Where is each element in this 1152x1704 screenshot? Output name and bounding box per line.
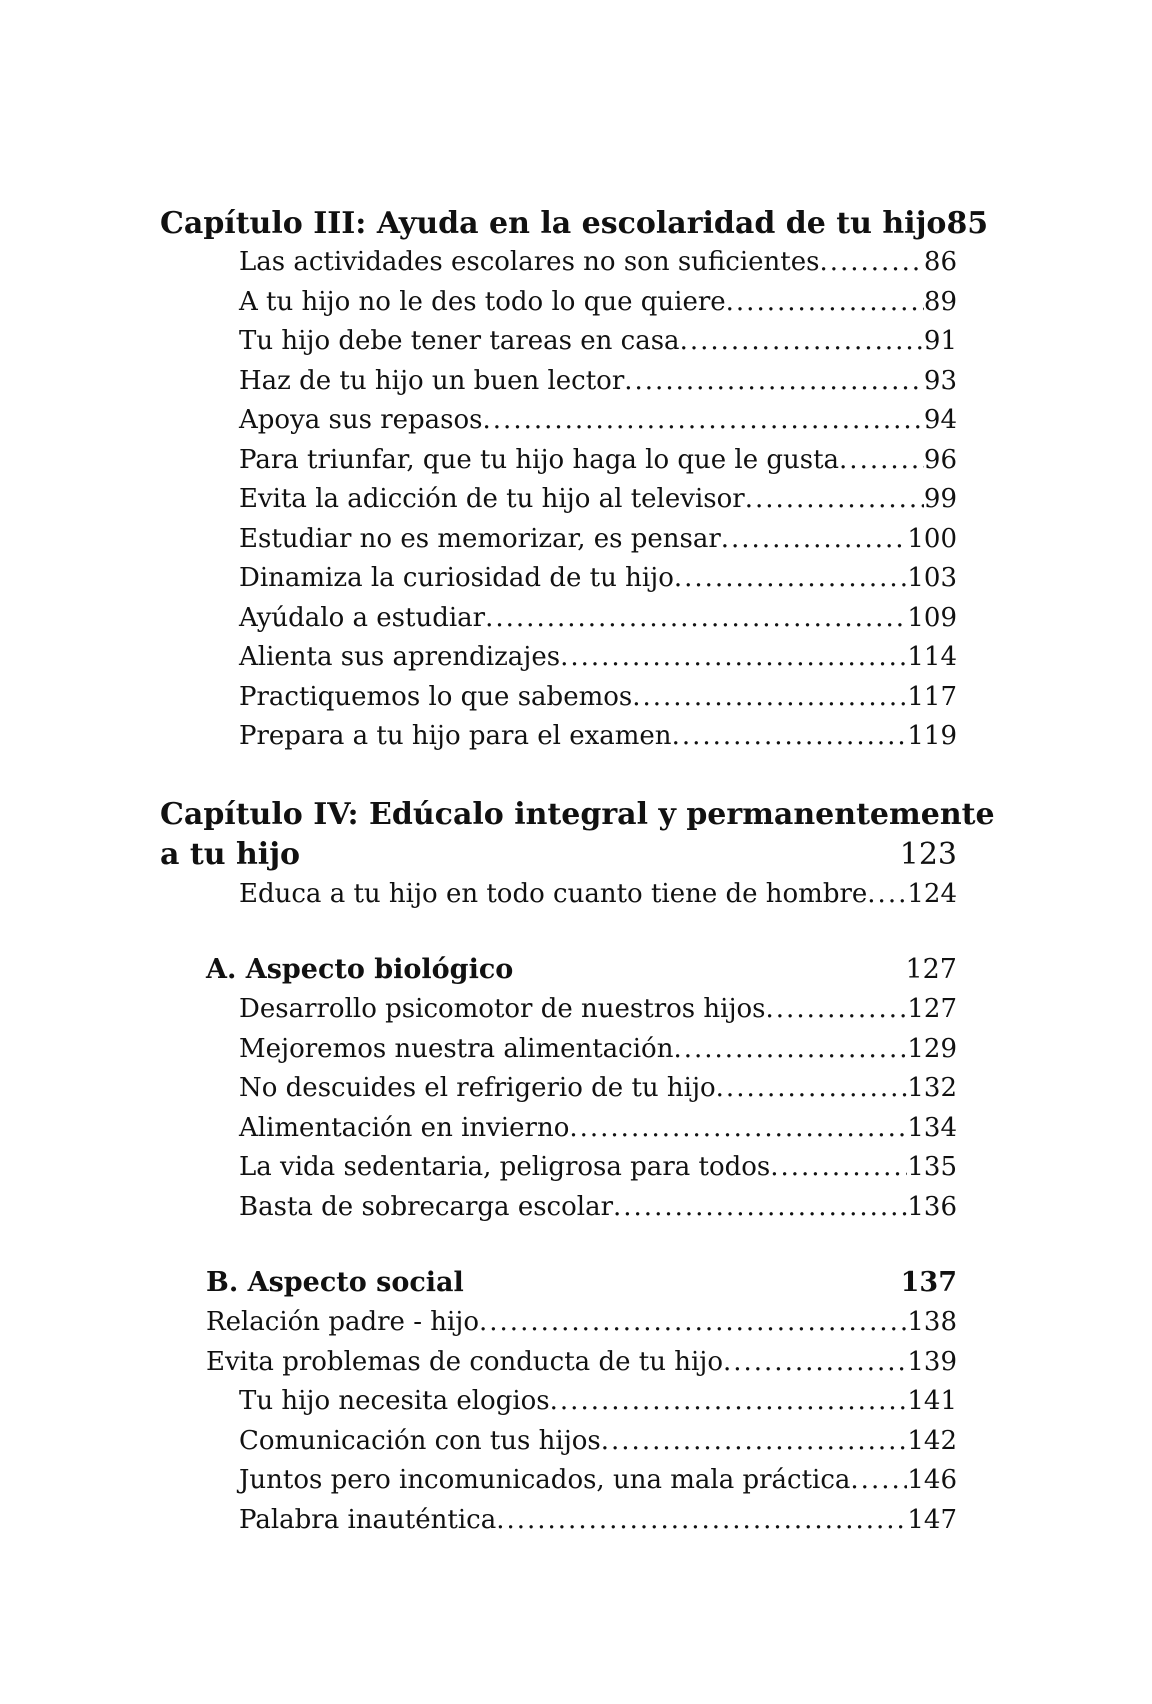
leader-dots (550, 1382, 908, 1422)
leader-dots (496, 1501, 907, 1541)
chapter-4-entries (160, 875, 957, 915)
toc-entry-label: Mejoremos nuestra alimentación (239, 1033, 674, 1064)
toc-entry-label: Practiquemos lo que sabemos (239, 681, 633, 712)
toc-entry-page: 146 (907, 1465, 957, 1495)
toc-entry-page: 136 (907, 1191, 957, 1222)
toc-entry-label: Tu hijo necesita elogios (239, 1386, 550, 1416)
section-a-entries (160, 990, 957, 1227)
toc-entry-page: 139 (907, 1346, 957, 1377)
section-a-title: A. Aspecto biológico (206, 954, 514, 985)
toc-entry (239, 599, 957, 639)
chapter-3-title: Capítulo III: Ayuda en la escolaridad de tu hijo (160, 206, 947, 241)
toc-entry-page: 135 (907, 1152, 957, 1182)
section-b-page: 137 (900, 1267, 957, 1298)
leader-dots (770, 1148, 907, 1188)
leader-dots (745, 480, 924, 520)
leader-dots (613, 1188, 907, 1228)
toc-entry (239, 1422, 957, 1462)
leader-dots (867, 875, 907, 915)
toc-entry-label: Relación padre - hijo (206, 1307, 480, 1337)
toc-entry (239, 283, 957, 323)
toc-entry (239, 1188, 957, 1228)
toc-entry-label: Apoya sus repasos (239, 405, 483, 435)
toc-entry-label: Palabra inauténtica (239, 1504, 497, 1535)
toc-entry-page: 132 (907, 1073, 957, 1103)
leader-dots (819, 243, 923, 283)
toc-entry-label: Evita la adicción de tu hijo al televisor (239, 484, 745, 514)
toc-entry-label: Desarrollo psicomotor de nuestros hijos (239, 994, 766, 1024)
section-a-page: 127 (905, 954, 957, 985)
toc-entry-page: 127 (907, 994, 957, 1024)
toc-entry (239, 243, 957, 283)
toc-entry-page: 91 (923, 326, 957, 356)
section-b-entries-level2 (160, 1382, 957, 1540)
chapter-3-entries (160, 243, 957, 757)
leader-dots (601, 1422, 908, 1462)
toc-entry (239, 1109, 957, 1149)
section-b-title: B. Aspecto social (206, 1267, 464, 1298)
toc-entry-page: 129 (907, 1033, 957, 1064)
toc-entry-label: A tu hijo no le des todo lo que quiere (239, 286, 726, 317)
toc-entry (239, 480, 957, 520)
toc-entry-page: 94 (923, 405, 957, 435)
toc-entry-page: 109 (907, 602, 957, 633)
leader-dots (485, 599, 907, 639)
chapter-4-title-line1: Capítulo IV: Edúcalo integral y permanentemente (160, 796, 995, 832)
chapter-3-page: 85 (946, 206, 989, 241)
toc-entry-page: 117 (907, 681, 957, 712)
toc-entry (239, 362, 957, 402)
toc-entry-label: Dinamiza la curiosidad de tu hijo (239, 563, 674, 593)
toc-entry (239, 1069, 957, 1109)
toc-entry-page: 86 (923, 247, 957, 277)
toc-entry-page: 114 (907, 642, 957, 672)
leader-dots (632, 678, 907, 718)
toc-entry-page: 99 (923, 484, 957, 514)
toc-entry (239, 401, 957, 441)
leader-dots (672, 717, 908, 757)
toc-entry-label: Ayúdalo a estudiar (239, 602, 486, 633)
leader-dots (721, 520, 908, 560)
toc-entry-label: Haz de tu hijo un buen lector (239, 365, 625, 396)
toc-entry (239, 875, 957, 915)
leader-dots (479, 1303, 907, 1343)
toc-entry-label: No descuides el refrigerio de tu hijo (239, 1073, 716, 1103)
toc-entry (239, 441, 957, 481)
toc-entry-label: Alimentación en invierno (239, 1112, 570, 1143)
toc-entry-page: 142 (907, 1425, 957, 1456)
toc-entry (206, 1343, 957, 1383)
toc-entry (239, 322, 957, 362)
toc-entry (239, 638, 957, 678)
toc-entry-page: 119 (907, 721, 957, 751)
toc-entry-page: 134 (907, 1112, 957, 1143)
leader-dots (726, 283, 924, 323)
leader-dots (560, 638, 907, 678)
toc-entry (239, 1030, 957, 1070)
leader-dots (569, 1109, 907, 1149)
toc-entry-label: Prepara a tu hijo para el examen (239, 721, 672, 751)
section-a-heading (160, 950, 957, 990)
leader-dots (839, 441, 924, 481)
toc-entry-page: 89 (923, 286, 957, 317)
toc-entry-label: La vida sedentaria, peligrosa para todos (239, 1152, 771, 1182)
leader-dots (673, 1030, 907, 1070)
leader-dots (483, 401, 924, 441)
leader-dots (766, 990, 908, 1030)
leader-dots (624, 362, 924, 402)
toc-entry (239, 1382, 957, 1422)
chapter-4-title-line2: a tu hijo (160, 836, 301, 872)
leader-dots (716, 1069, 908, 1109)
toc-entry-label: Juntos pero incomunicados, una mala práctica (239, 1465, 851, 1495)
table-of-contents (160, 205, 995, 1540)
toc-entry-page: 103 (907, 563, 957, 593)
toc-entry-page: 138 (907, 1307, 957, 1337)
toc-entry-label: Estudiar no es memorizar, es pensar (239, 523, 721, 554)
section-b-heading (160, 1263, 957, 1303)
toc-entry-page: 147 (907, 1504, 957, 1535)
toc-entry-label: Comunicación con tus hijos (239, 1425, 601, 1456)
toc-entry-label: Las actividades escolares no son suficientes (239, 247, 820, 277)
toc-entry-page: 93 (923, 365, 957, 396)
toc-entry (239, 520, 957, 560)
leader-dots (723, 1343, 907, 1383)
toc-entry-label: Tu hijo debe tener tareas en casa (239, 326, 680, 356)
toc-entry-page: 100 (907, 523, 957, 554)
toc-entry (239, 717, 957, 757)
chapter-4-heading (160, 795, 995, 875)
toc-entry-label: Evita problemas de conducta de tu hijo (206, 1346, 723, 1377)
toc-entry (239, 1461, 957, 1501)
toc-entry (239, 678, 957, 718)
toc-entry-label: Educa a tu hijo en todo cuanto tiene de hombre (239, 878, 868, 909)
toc-entry (239, 1148, 957, 1188)
toc-entry-page: 141 (907, 1386, 957, 1416)
section-b-entries-level1 (160, 1303, 957, 1382)
leader-dots (850, 1461, 907, 1501)
chapter-3-heading (160, 205, 989, 243)
leader-dots (674, 559, 907, 599)
chapter-4-page: 123 (899, 836, 957, 872)
toc-entry-label: Basta de sobrecarga escolar (239, 1191, 614, 1222)
leader-dots (680, 322, 924, 362)
toc-entry (239, 559, 957, 599)
toc-entry-label: Para triunfar, que tu hijo haga lo que le gusta (239, 444, 840, 475)
toc-entry (239, 990, 957, 1030)
toc-entry-page: 124 (907, 878, 957, 909)
toc-entry (206, 1303, 957, 1343)
toc-entry-page: 96 (923, 444, 957, 475)
toc-entry-label: Alienta sus aprendizajes (239, 642, 561, 672)
toc-entry (239, 1501, 957, 1541)
